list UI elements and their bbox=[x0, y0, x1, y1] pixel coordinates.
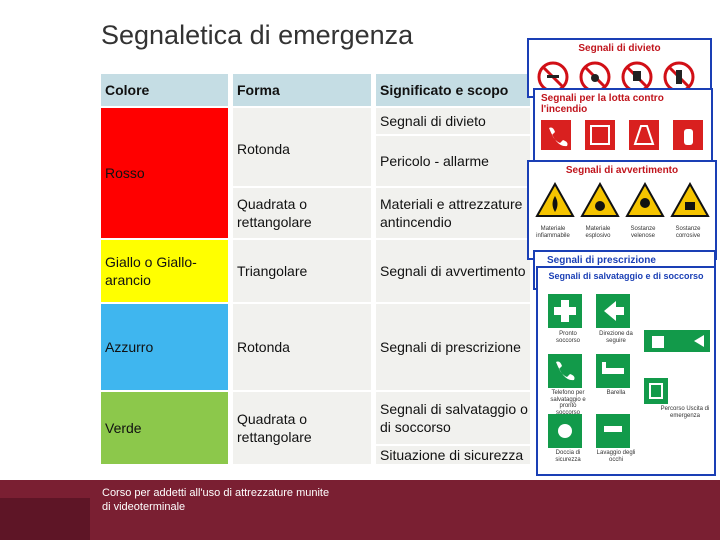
rescue-signs-icon bbox=[544, 286, 716, 456]
caption-uscita-emergenza: Percorso Uscita di emergenza bbox=[660, 406, 710, 419]
panel-avvertimento-title: Segnali di avvertimento bbox=[565, 165, 679, 176]
caption-esplosivo: Materiale esplosivo bbox=[585, 226, 611, 239]
caption-barella: Barella bbox=[606, 390, 626, 396]
footer-text: Corso per addetti all'uso di attrezzature munite di videoterminale bbox=[102, 487, 330, 513]
caption-corrosive: Sostanze corrosive bbox=[675, 226, 701, 239]
cell-significato-prescrizione: Segnali di prescrizione bbox=[376, 304, 530, 390]
panel-salvataggio-title: Segnali di salvataggio e di soccorso bbox=[548, 271, 704, 281]
cell-significato-antincendio: Materiali e attrezzature antincendio bbox=[376, 188, 530, 238]
cell-forma-quadrata-verde: Quadrata o rettangolare bbox=[233, 392, 371, 464]
cell-forma-rotonda: Rotonda bbox=[233, 108, 371, 186]
header-forma: Forma bbox=[233, 74, 371, 106]
fire-equipment-signs-icon bbox=[541, 120, 711, 156]
cell-colore-rosso: Rosso bbox=[101, 108, 228, 238]
caption-lavaggio-occhi: Lavaggio degli occhi bbox=[596, 450, 636, 463]
cell-significato-avvertimento: Segnali di avvertimento bbox=[376, 240, 530, 302]
cell-forma-triangolare: Triangolare bbox=[233, 240, 371, 302]
cell-significato-divieto: Segnali di divieto bbox=[376, 108, 530, 134]
footer-accent bbox=[0, 498, 90, 540]
caption-telefono: Telefono per salvataggio e pronto soccorso bbox=[550, 390, 586, 416]
caption-pronto-soccorso: Pronto soccorso bbox=[555, 331, 580, 344]
caption-infiammabile: Materiale infiammabile bbox=[536, 226, 570, 239]
caption-direzione: Direzione da seguire bbox=[599, 331, 633, 344]
cell-significato-salvataggio: Segnali di salvataggio o di soccorso bbox=[376, 392, 530, 444]
warning-signs-icon bbox=[535, 182, 713, 222]
cell-forma-quadrata: Quadrata o rettangolare bbox=[233, 188, 371, 238]
panel-antincendio bbox=[533, 88, 713, 168]
cell-colore-verde: Verde bbox=[101, 392, 228, 464]
panel-divieto-title: Segnali di divieto bbox=[578, 43, 661, 54]
panel-antincendio-title: Segnali per la lotta contro l'incendio bbox=[541, 93, 664, 115]
header-significato: Significato e scopo bbox=[376, 74, 530, 106]
caption-velenose: Sostanze velenose bbox=[630, 226, 656, 239]
header-colore: Colore bbox=[101, 74, 228, 106]
cell-significato-pericolo: Pericolo - allarme bbox=[376, 136, 530, 186]
panel-prescrizione-title: Segnali di prescrizione bbox=[547, 255, 656, 266]
cell-significato-sicurezza: Situazione di sicurezza bbox=[376, 446, 530, 464]
cell-forma-rotonda-azzurro: Rotonda bbox=[233, 304, 371, 390]
panel-salvataggio bbox=[536, 266, 716, 476]
cell-colore-azzurro: Azzurro bbox=[101, 304, 228, 390]
caption-doccia: Doccia di sicurezza bbox=[555, 450, 581, 463]
cell-colore-giallo: Giallo o Giallo-arancio bbox=[101, 240, 228, 302]
panel-avvertimento bbox=[527, 160, 717, 260]
slide-title: Segnaletica di emergenza bbox=[101, 20, 414, 50]
